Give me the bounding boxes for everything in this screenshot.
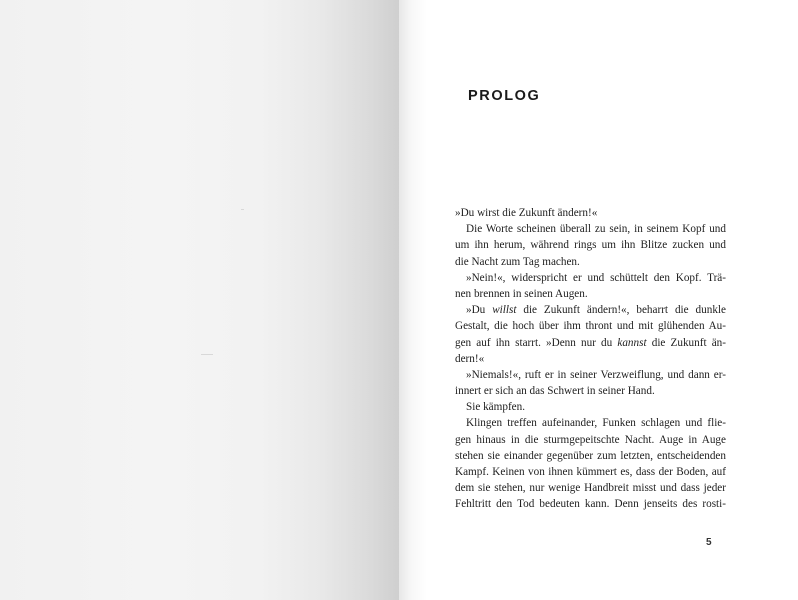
text-line bbox=[455, 432, 726, 448]
text-span: nen brennen in seinen Augen. bbox=[455, 287, 588, 300]
text-line bbox=[455, 351, 726, 367]
text-line bbox=[455, 254, 726, 270]
text-line bbox=[455, 480, 726, 496]
text-span: die Zukunft än- bbox=[646, 336, 726, 349]
text-span: die Nacht zum Tag machen. bbox=[455, 255, 580, 268]
text-line bbox=[455, 367, 726, 383]
text-span: Klingen treffen aufeinander, Funken schlagen und flie- bbox=[466, 417, 726, 430]
text-span: »Niemals!«, ruft er in seiner Verzweiflung, und dann er- bbox=[466, 368, 726, 381]
paper-speck bbox=[241, 209, 244, 210]
text-span: gen auf ihn starrt. »Denn nur du bbox=[455, 336, 618, 349]
text-line bbox=[455, 448, 726, 464]
emphasis-text: kannst bbox=[617, 336, 647, 349]
text-span: innert er sich an das Schwert in seiner Hand. bbox=[455, 385, 655, 398]
text-span: Sie kämpfen. bbox=[466, 401, 526, 414]
text-line bbox=[455, 302, 726, 318]
text-line bbox=[455, 286, 726, 302]
text-span: um ihn herum, während rings um ihn Blitze zucken und bbox=[455, 239, 726, 252]
text-span: stehen sie einander gegenüber zum letzten, entscheidenden bbox=[455, 449, 726, 462]
text-line bbox=[455, 335, 726, 351]
text-line bbox=[455, 205, 726, 221]
text-span: dem sie stehen, nur wenige Handbreit misst und dass jeder bbox=[455, 482, 726, 495]
text-span: Fehltritt den Tod bedeuten kann. Denn jenseits des rosti- bbox=[455, 498, 726, 511]
text-span: die Zukunft ändern!«, beharrt die dunkle bbox=[516, 304, 726, 317]
text-line bbox=[455, 496, 726, 512]
text-span: Kampf. Keinen von ihnen kümmert es, dass der Boden, auf bbox=[455, 466, 726, 478]
text-span: dern!« bbox=[455, 352, 485, 365]
text-line bbox=[455, 383, 726, 399]
text-line bbox=[455, 237, 726, 253]
emphasis-text: willst bbox=[492, 304, 517, 317]
page-number: 5 bbox=[706, 537, 712, 548]
text-line bbox=[455, 399, 726, 415]
text-span: »Du wirst die Zukunft ändern!« bbox=[455, 207, 598, 219]
paper-speck bbox=[201, 354, 213, 355]
text-line bbox=[455, 318, 726, 334]
prologue-text bbox=[455, 205, 726, 513]
text-span: »Du bbox=[466, 304, 493, 317]
text-line bbox=[455, 221, 726, 237]
text-line bbox=[455, 415, 726, 431]
chapter-title: PROLOG bbox=[468, 88, 541, 104]
text-span: gen hinaus in die sturmgepeitschte Nacht. Auge in Auge bbox=[455, 433, 726, 446]
text-span: »Nein!«, widerspricht er und schüttelt den Kopf. Trä- bbox=[466, 271, 726, 284]
text-span: Gestalt, die hoch über ihm thront und mit glühenden Au- bbox=[455, 320, 726, 333]
text-line bbox=[455, 270, 726, 286]
text-span: Die Worte scheinen überall zu sein, in seinem Kopf und bbox=[466, 223, 726, 236]
text-line bbox=[455, 464, 726, 480]
